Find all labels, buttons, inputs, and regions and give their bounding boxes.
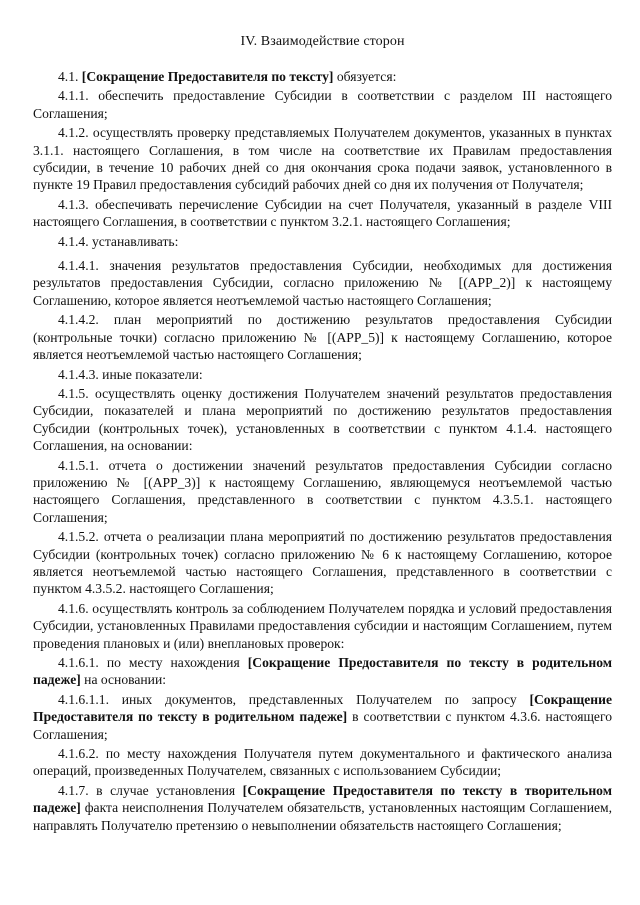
clause-4-1-5-2: 4.1.5.2. отчета о реализации плана мероприятий по достижению результатов предоставления Субсидии (контрольных точек) согласно приложению № 6 к настоящему Соглашению, которое является неотъемлемой частью настоящего Соглашения, представленного в соответствии с пунктом 4.3.5.2. настоящего Соглашения; [33,529,612,597]
clause-4-1-4-2: 4.1.4.2. план мероприятий по достижению результатов предоставления Субсидии (контрольные точки) согласно приложению № [(APP_5)] к настоящему Соглашению, которое является неотъемлемой частью настоящего Соглашения; [33,312,612,363]
clause-4-1-6: 4.1.6. осуществлять контроль за соблюдением Получателем порядка и условий предоставления Субсидии, установленных Правилами предоставления субсидии и настоящим Соглашением, путем проведения плановых и (или) внеплановых проверок: [33,600,612,651]
clause-4-1-6-2: 4.1.6.2. по месту нахождения Получателя путем документального и фактического анализа операций, произведенных Получателем, связанных с использованием Субсидии; [33,746,612,779]
clause-4-1-4-3: 4.1.4.3. иные показатели: [58,366,203,382]
clause-4-1-text: обязуется: [333,69,397,84]
clause-4-1-6-1-text: на основании: [80,672,167,688]
clause-4-1-6-1-1 [33,691,612,743]
provider-abbreviation-placeholder: [Сокращение Предоставителя по тексту] [81,69,334,84]
clause-4-1-6-1-number: 4.1.6.1. по месту нахождения [58,655,248,670]
provider-genitive-placeholder-2: [Сокращение Предоставителя по тексту в родительном падеже] [33,691,612,725]
clause-4-1-3: 4.1.3. обеспечивать перечисление Субсидии на счет Получателя, указанный в разделе VIII настоящего Соглашения, в соответствии с пунктом 3.2.1. настоящего Соглашения; [33,196,612,230]
clause-4-1-1: 4.1.1. обеспечить предоставление Субсидии в соответствии с разделом III настоящего Соглашения; [33,88,612,121]
clause-4-1-7 [33,782,612,834]
clause-4-1-6-1-1-number: 4.1.6.1.1. иных документов, представленных Получателем по запросу [58,691,530,707]
clause-4-1-6-1-1-text: в соответствии с пунктом 4.3.6. настоящего Соглашения; [33,709,612,742]
provider-instrumental-placeholder: [Сокращение Предоставителя по тексту в творительном падеже] [33,782,612,816]
section-title: IV. Взаимодействие сторон [240,34,405,49]
clause-4-1-4: 4.1.4. устанавливать: [58,233,179,249]
clause-4-1-number: 4.1. [58,69,82,84]
provider-genitive-placeholder: [Сокращение Предоставителя по тексту в родительном падеже] [33,655,612,688]
clause-4-1-6-1 [33,654,612,689]
clause-4-1-5-1: 4.1.5.1. отчета о достижении значений результатов предоставления Субсидии согласно приложению № [(APP_3)] к настоящему Соглашению, являющемуся неотъемлемой частью настоящего Соглашения, представленного в соответствии с пунктом 4.3.5.1. настоящего Соглашения; [33,457,612,525]
clause-4-1-4-1: 4.1.4.1. значения результатов предоставления Субсидии, необходимых для достижения результатов предоставления Субсидии, согласно приложению № [(APP_2)] к настоящему Соглашению, которое является неотъемлемой частью настоящего Соглашения; [33,258,612,308]
clause-4-1-5: 4.1.5. осуществлять оценку достижения Получателем значений результатов предоставления Субсидии, показателей и плана мероприятий по достижению результатов предоставления Субсидии (контрольных точек), установленных в соответствии с пунктом 4.1.4. настоящего Соглашения, на основании: [33,385,612,454]
clause-4-1-2: 4.1.2. осуществлять проверку представляемых Получателем документов, указанных в пунктах 3.1.1. настоящего Соглашения, в том числе на соответствие их Правилам предоставления субсидии, в течение 10 рабочих дней со дня окончания срока подачи заявок, установленного в пункте 19 Правил предоставления субсидий рабочих дней со дня их получения от Получателя; [33,125,612,193]
clause-4-1-7-text: факта неисполнения Получателем обязательств, установленных настоящим Соглашением, направлять Получателю претензию о невыполнении обязательств настоящего Соглашения; [33,800,612,833]
clause-4-1-7-number: 4.1.7. в случае установления [58,782,243,798]
clause-4-1 [33,68,612,85]
